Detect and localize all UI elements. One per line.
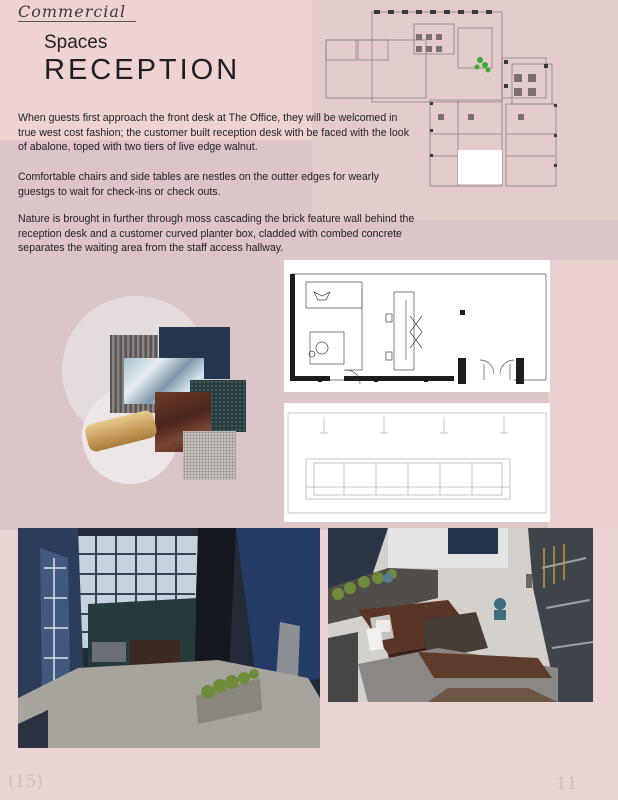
page-number: 11 (556, 774, 578, 794)
terrazzo-swatch (183, 431, 236, 480)
script-underline (18, 21, 136, 22)
reception-floor-plan (284, 260, 550, 392)
reception-elevation (284, 403, 550, 522)
body-paragraph-3: Nature is brought in further through moss cascading the brick feature wall behind the reception desk and a customer curved planter box, cladded with combed concrete separates the waiting area from the staff access hallway. (18, 213, 415, 255)
footer-left-number: (15) (8, 772, 43, 792)
reception-render-view-2 (328, 528, 593, 702)
body-paragraph-2: Comfortable chairs and side tables are nestles on the outter edges for wearly guestgs to wait for check-ins or check outs. (18, 171, 379, 198)
side-panel (548, 260, 618, 530)
page-subtitle: Spaces (44, 32, 108, 53)
category-script: Commercial (18, 2, 127, 21)
overall-floor-plan (318, 4, 614, 192)
reception-render-view-1 (18, 528, 320, 748)
page-title: RECEPTION (44, 54, 241, 86)
body-paragraph-1: When guests first approach the front desk at The Office, they will be welcomed in true west cost fashion; the customer built reception desk with be faced with the look of abalone, toped with two tiers of live edge walnut. (18, 112, 409, 154)
